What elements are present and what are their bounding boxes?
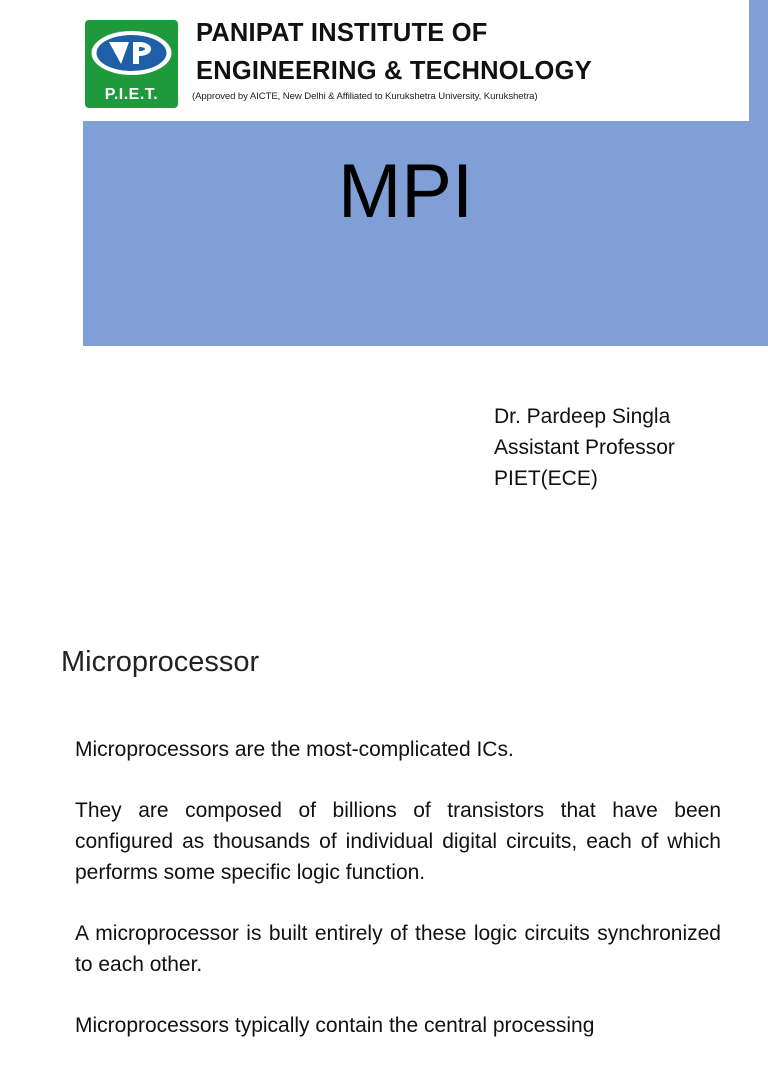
author-block	[494, 401, 675, 494]
logo-lettering: P.I.E.T.	[104, 86, 159, 103]
author-role: Assistant Professor	[494, 436, 675, 459]
section-body	[75, 734, 721, 1071]
author-department: PIET(ECE)	[494, 467, 598, 490]
institute-name-line-2: ENGINEERING & TECHNOLOGY	[196, 57, 592, 85]
institute-approval-text: (Approved by AICTE, New Delhi & Affiliated to Kurukshetra University, Kurukshetra)	[192, 91, 538, 102]
slide-title: MPI	[337, 149, 474, 234]
section-heading: Microprocessor	[61, 646, 260, 678]
body-paragraph: Microprocessors typically contain the central processing	[75, 1014, 595, 1037]
piet-logo-icon	[85, 20, 178, 108]
body-paragraph: They are composed of billions of transistors that have been configured as thousands of individual digital circuits, each of which performs some specific logic function.	[75, 799, 721, 884]
author-name: Dr. Pardeep Singla	[494, 405, 671, 428]
body-paragraph: Microprocessors are the most-complicated ICs.	[75, 738, 514, 761]
institute-name-line-1: PANIPAT INSTITUTE OF	[196, 19, 488, 47]
body-paragraph: A microprocessor is built entirely of these logic circuits synchronized to each other.	[75, 922, 721, 976]
institute-name	[196, 14, 592, 90]
institute-header-banner	[83, 0, 749, 121]
